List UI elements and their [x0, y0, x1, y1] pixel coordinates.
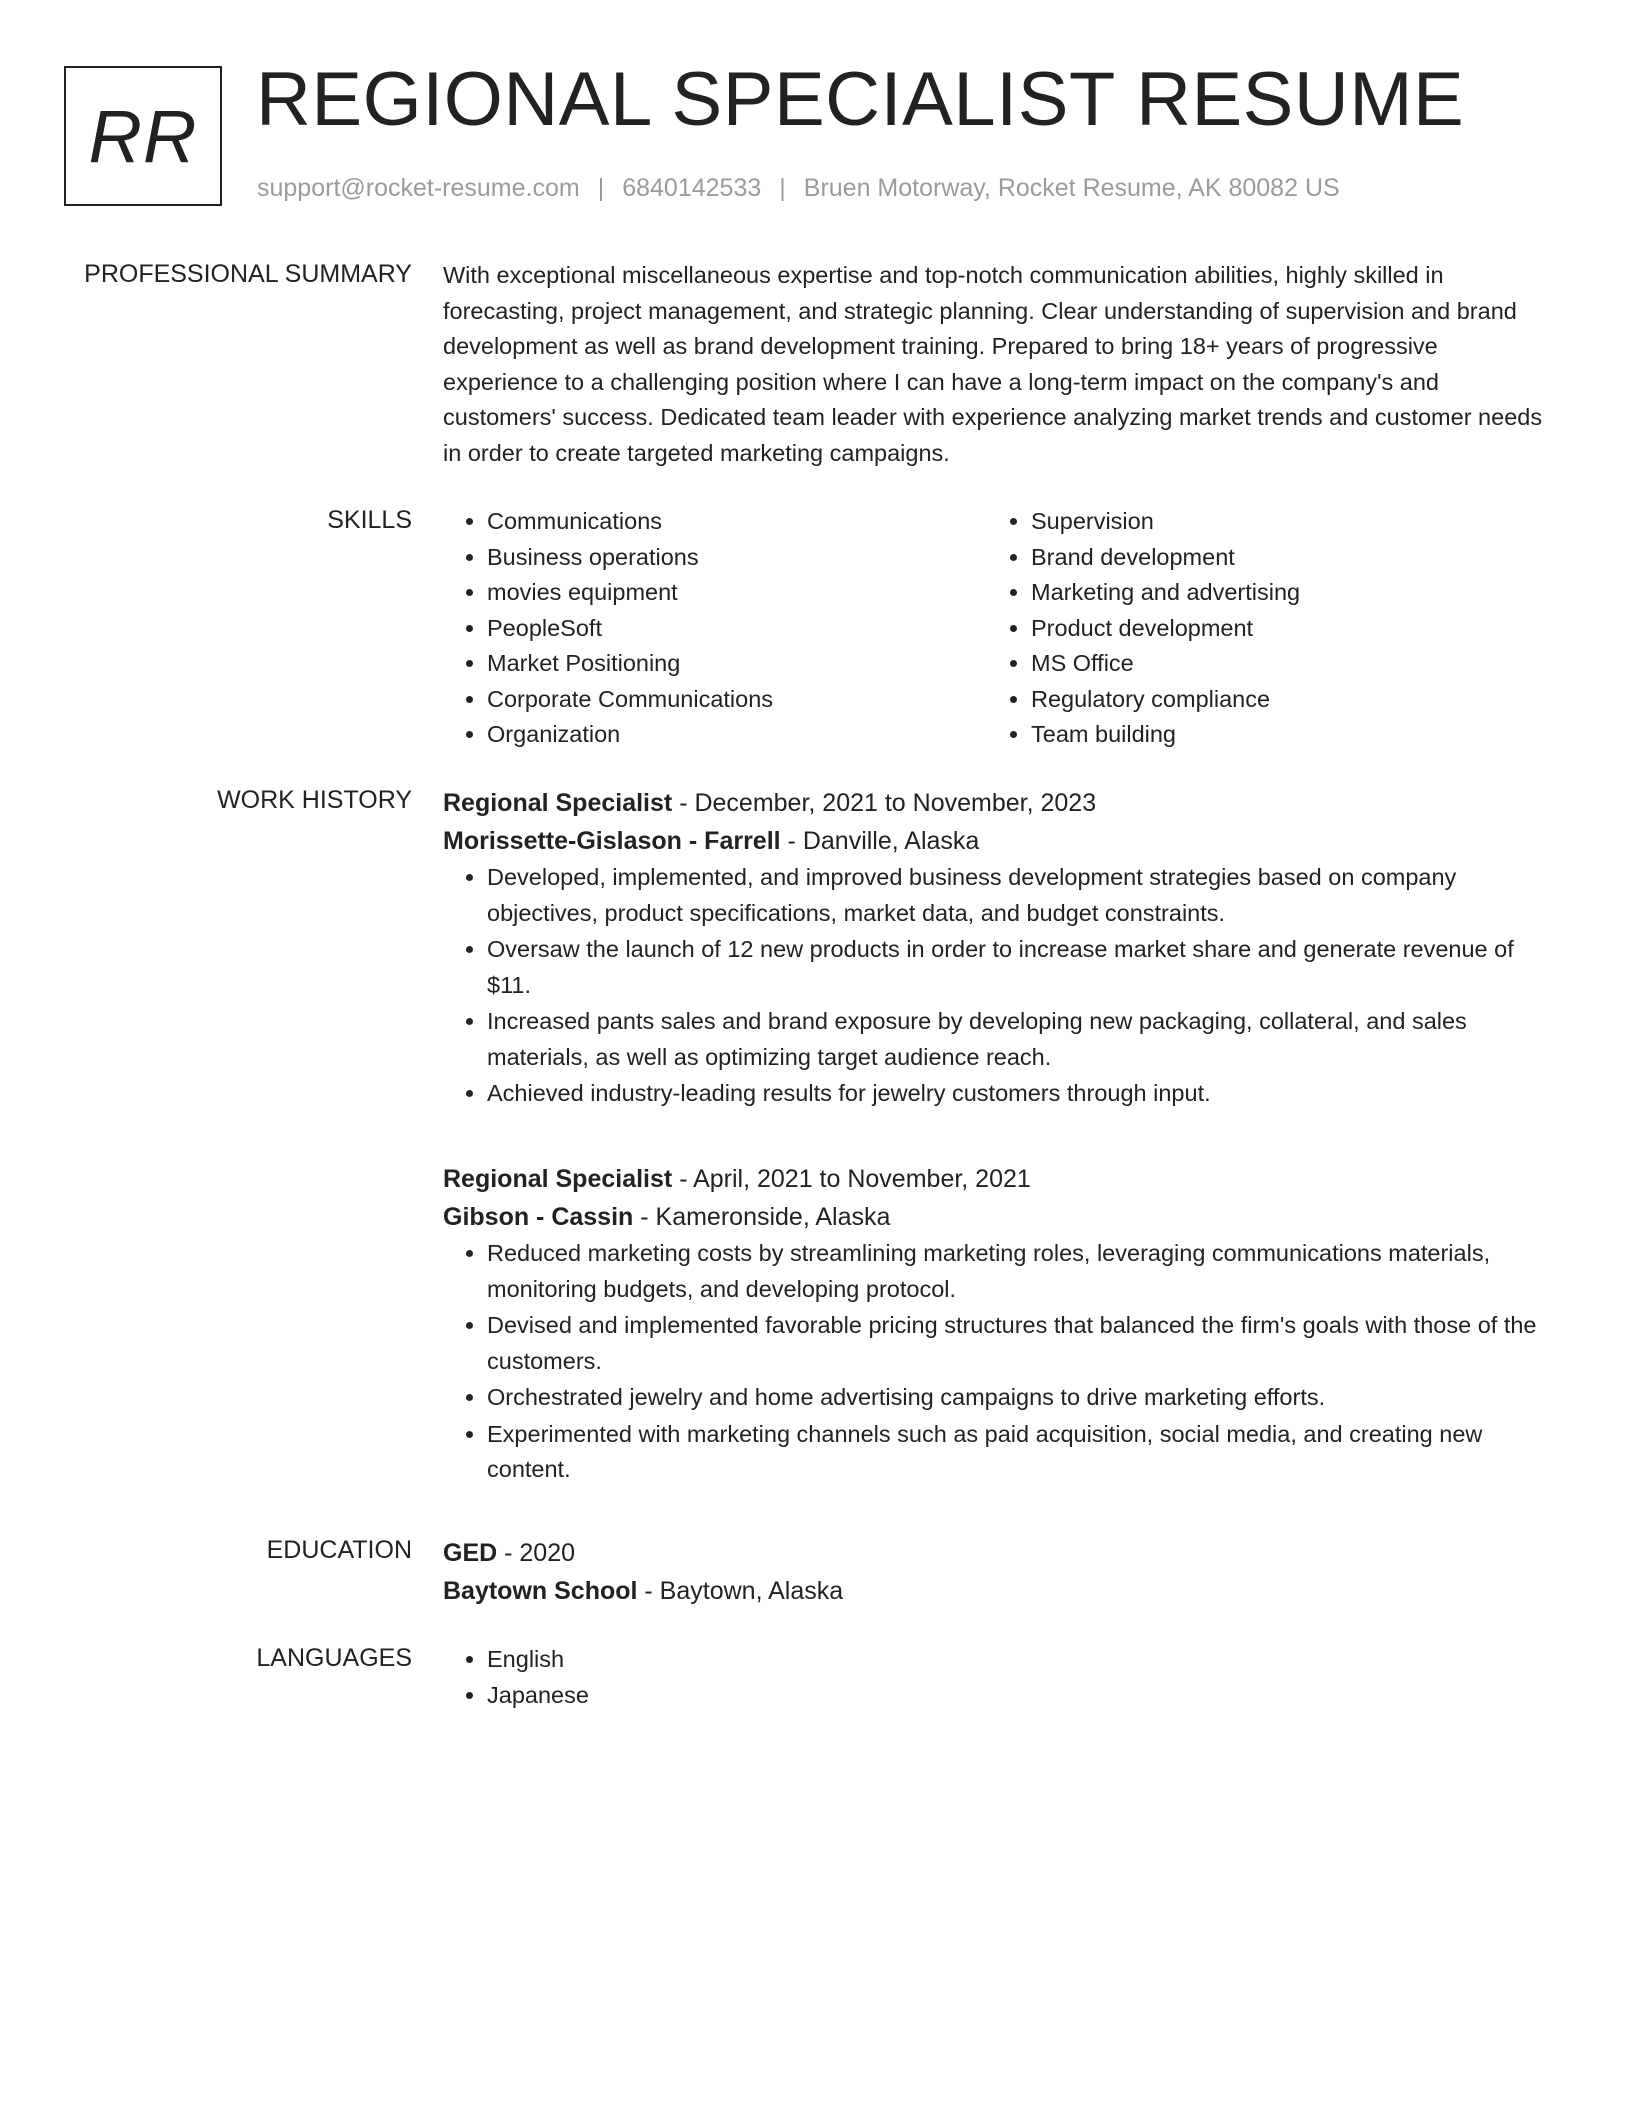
- job-bullet-list: [443, 860, 1555, 1112]
- skill-item: • Product development: [1031, 611, 1531, 647]
- job-bullet: • Experimented with marketing channels such as paid acquisition, social media, and creating new content.: [487, 1417, 1555, 1488]
- language-item: • English: [487, 1642, 1555, 1678]
- section-label-work-history: WORK HISTORY: [217, 786, 412, 814]
- contact-line: [257, 174, 1340, 203]
- job-company-line: [443, 822, 1555, 860]
- skills-list-left: [443, 504, 987, 753]
- contact-separator: |: [779, 174, 786, 202]
- contact-address: Bruen Motorway, Rocket Resume, AK 80082 US: [803, 174, 1340, 202]
- education-school-line: [443, 1572, 1555, 1610]
- job-bullet: • Oversaw the launch of 12 new products in order to increase market share and generate revenue of $11.: [487, 932, 1555, 1003]
- work-history-body: [443, 784, 1555, 1482]
- section-label-summary: PROFESSIONAL SUMMARY: [84, 260, 412, 288]
- skill-item: • Corporate Communications: [487, 682, 987, 718]
- skills-body: [443, 504, 1555, 753]
- skills-column-right: [987, 504, 1531, 753]
- section-label-education: EDUCATION: [266, 1536, 412, 1564]
- skills-column-left: [443, 504, 987, 753]
- skill-item: • MS Office: [1031, 646, 1531, 682]
- job-bullet: • Developed, implemented, and improved business development strategies based on company objectives, product specifications, market data, and budget constraints.: [487, 860, 1555, 931]
- skill-item: • PeopleSoft: [487, 611, 987, 647]
- section-label-languages: LANGUAGES: [256, 1644, 412, 1672]
- education-degree-line: [443, 1534, 1555, 1572]
- skill-item: • movies equipment: [487, 575, 987, 611]
- summary-body: [443, 258, 1555, 471]
- skill-item: • Market Positioning: [487, 646, 987, 682]
- job-bullet: • Increased pants sales and brand exposure by developing new packaging, collateral, and sales materials, as well as optimizing target audience reach.: [487, 1004, 1555, 1075]
- job-title-line: [443, 784, 1555, 822]
- monogram-logo: RR: [64, 66, 222, 206]
- skill-item: • Business operations: [487, 540, 987, 576]
- job-location: - Kameronside, Alaska: [633, 1203, 891, 1231]
- education-location: - Baytown, Alaska: [637, 1577, 844, 1605]
- skills-grid: [443, 504, 1555, 753]
- contact-phone: 6840142533: [622, 174, 762, 202]
- education-school: Baytown School: [443, 1577, 638, 1605]
- job-title: Regional Specialist: [443, 1165, 673, 1193]
- job-entry: [443, 784, 1555, 1112]
- education-degree: GED: [443, 1539, 498, 1567]
- job-dates: - April, 2021 to November, 2021: [672, 1165, 1031, 1193]
- summary-text: With exceptional miscellaneous expertise and top-notch communication abilities, highly skilled in forecasting, project management, and strategic planning. Clear understanding of supervision and brand development as well as brand development training. Prepared to bring 18+ years of progressive experience to a challenging position where I can have a long-term impact on the company's and customers' success. Dedicated team leader with experience analyzing market trends and customer needs in order to create targeted marketing campaigns.: [443, 262, 1543, 466]
- job-title-line: [443, 1160, 1555, 1198]
- job-entry: [443, 1160, 1555, 1489]
- languages-list: [443, 1642, 1555, 1713]
- skill-item: • Communications: [487, 504, 987, 540]
- job-company: Morissette-Gislason - Farrell: [443, 827, 781, 855]
- contact-separator: |: [597, 174, 605, 202]
- job-title: Regional Specialist: [443, 789, 673, 817]
- language-item: • Japanese: [487, 1678, 1555, 1714]
- skill-item: • Team building: [1031, 717, 1531, 753]
- languages-body: [443, 1642, 1555, 1713]
- job-company: Gibson - Cassin: [443, 1203, 634, 1231]
- education-body: [443, 1534, 1555, 1610]
- skill-item: • Organization: [487, 717, 987, 753]
- skill-item: • Regulatory compliance: [1031, 682, 1531, 718]
- skill-item: • Supervision: [1031, 504, 1531, 540]
- job-bullet: • Achieved industry-leading results for jewelry customers through input.: [487, 1076, 1555, 1112]
- section-label-skills: SKILLS: [327, 506, 412, 534]
- job-company-line: [443, 1198, 1555, 1236]
- skills-list-right: [987, 504, 1531, 753]
- contact-email: support@rocket-resume.com: [257, 174, 580, 202]
- skill-item: • Marketing and advertising: [1031, 575, 1531, 611]
- job-bullet: • Orchestrated jewelry and home advertising campaigns to drive marketing efforts.: [487, 1380, 1555, 1416]
- resume-title: REGIONAL SPECIALIST RESUME: [256, 57, 1465, 142]
- job-location: - Danville, Alaska: [780, 827, 980, 855]
- job-dates: - December, 2021 to November, 2023: [672, 789, 1097, 817]
- job-bullet: • Devised and implemented favorable pricing structures that balanced the firm's goals with those of the customers.: [487, 1308, 1555, 1379]
- job-bullet: • Reduced marketing costs by streamlining marketing roles, leveraging communications materials, monitoring budgets, and developing protocol.: [487, 1236, 1555, 1307]
- skill-item: • Brand development: [1031, 540, 1531, 576]
- education-year: - 2020: [497, 1539, 576, 1567]
- job-bullet-list: [443, 1236, 1555, 1488]
